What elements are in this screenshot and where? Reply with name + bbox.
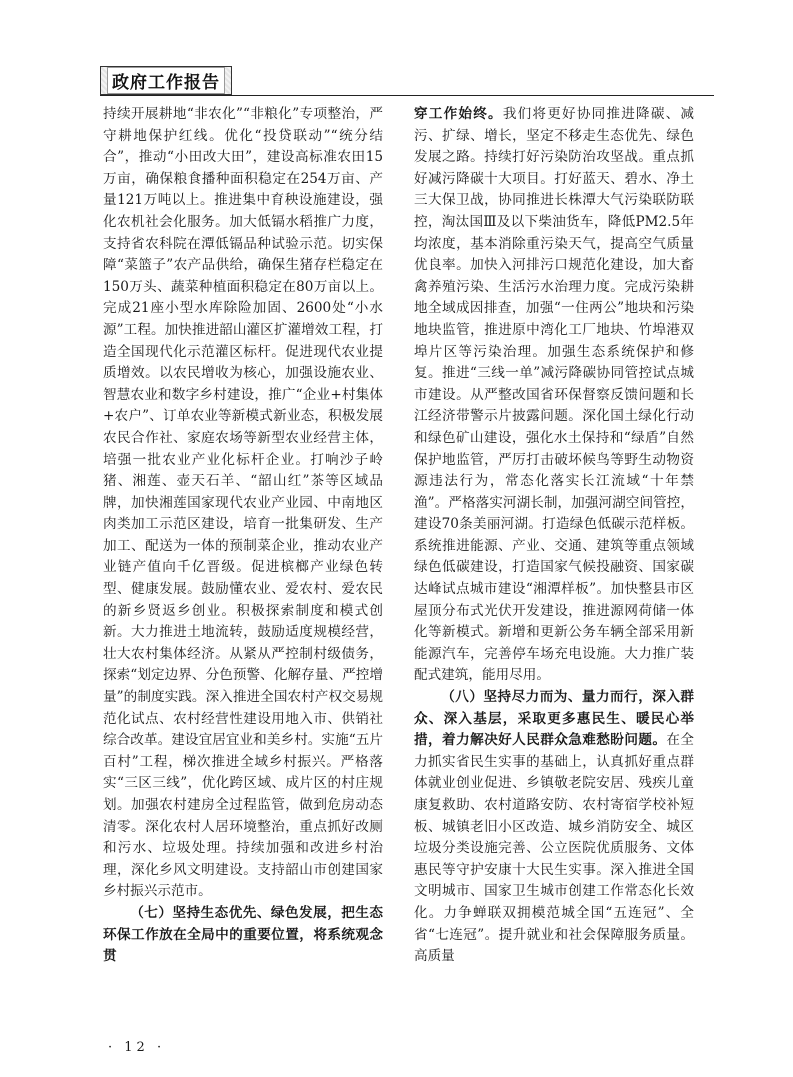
page-number: · 12 · <box>108 1040 166 1055</box>
header-banner <box>100 66 232 95</box>
running-header <box>100 66 714 96</box>
section-7-body: 我们将更好协同推进降碳、减污、扩绿、增长，坚定不移走生态优先、绿色发展之路。持续打好污染防治攻坚战。重点抓好减污降碳十大项目。打好蓝天、碧水、净土三大保卫战，协同推进长株潭大气污染联防联控，淘汰国Ⅲ及以下柴油货车，降低PM2.5年均浓度，基本消除重污染天气，提高空气质量优良率。加快入河排污口规范化建设，加大畜禽养殖污染、生活污水治理力度。完成污染耕地全域成因排查，加强“一住两公”地块和污染地块监管，推进原中湾化工厂地块、竹埠港双埠片区等污染治理。加强生态系统保护和修复。推进“三线一单”减污降碳协同管控试点城市建设。从严整改国省环保督察反馈问题和长江经济带警示片披露问题。深化国土绿化行动和绿色矿山建设，强化水土保持和“绿盾”自然保护地监管，严厉打击破坏候鸟等野生动物资源违法行为，常态化落实长江流域“十年禁渔”。严格落实河湖长制，加强河湖空间管控，建设70条美丽河湖。打造绿色低碳示范样板。系统推进能源、产业、交通、建筑等重点领域绿色低碳建设，打造国家气候投融资、国家碳达峰试点城市建设“湘潭样板”。加快整县市区屋顶分布式光伏开发建设，推进源网荷储一体化等新模式。新增和更新公务车辆全部采用新能源汽车，完善停车场充电设施。大力推广装配式建筑，能用尽用。 <box>414 106 695 684</box>
right-paragraph-1 <box>414 104 694 687</box>
header-rule <box>100 95 714 96</box>
section-8-body: 在全力抓实省民生实事的基础上，认真抓好重点群体就业创业促进、乡镇敬老院安居、残疾儿童康复救助、农村道路安防、农村寄宿学校补短板、城镇老旧小区改造、城乡消防安全、城区垃圾分类设施完善、公立医院优质服务、文体惠民等守护安康十大民生实事。深入推进全国文明城市、国家卫生城市创建工作常态化长效化。力争蝉联双拥模范城全国“五连冠”、全省“七连冠”。提升就业和社会保障服务质量。高质量 <box>414 732 695 965</box>
left-paragraph-1: 持续开展耕地“非农化”“非粮化”专项整治，严守耕地保护红线。优化“投贷联动”“统分结合”，推动“小田改大田”，建设高标准农田15万亩，确保粮食播种面积稳定在254万亩、产量121万吨以上。推进集中育秧设施建设，强化农机社会化服务。加大低镉水稻推广力度，支持省农科院在潭低镉品种试验示范。切实保障“菜篮子”农产品供给，确保生猪存栏稳定在150万头、蔬菜种植面积稳定在80万亩以上。完成21座小型水库除险加固、2600处“小水源”工程。加快推进韶山灌区扩灌增效工程，打造全国现代化示范灌区标杆。促进现代农业提质增效。以农民增收为核心，加强设施农业、智慧农业和数字乡村建设，推广“企业+村集体+农户”、订单农业等新模式新业态，积极发展农民合作社、家庭农场等新型农业经营主体，培强一批农业产业化标杆企业。打响沙子岭猪、湘莲、壶天石羊、“韶山红”茶等区域品牌，加快湘莲国家现代农业产业园、中南地区肉类加工示范区建设，培育一批集研发、生产加工、配送为一体的预制菜企业，推动农业产业链产值向千亿晋级。促进槟榔产业绿色转型、健康发展。鼓励懂农业、爱农村、爱农民的新乡贤返乡创业。积极探索制度和模式创新。大力推进土地流转，鼓励适度规模经营，壮大农村集体经济。从紧从严控制村级债务，探索“划定边界、分色预警、化解存量、严控增量”的制度实践。深入推进全国农村产权交易规范化试点、农村经营性建设用地入市、供销社综合改革。建设宜居宜业和美乡村。实施“五片百村”工程，梯次推进全域乡村振兴。严格落实“三区三线”，优化跨区域、成片区的村庄规划。加强农村建房全过程监管，做到危房动态清零。深化农村人居环境整治，重点抓好改厕和污水、垃圾处理。持续加强和改进乡村治理，深化乡风文明建设。支持韶山市创建国家乡村振兴示范市。 <box>103 106 383 900</box>
section-8-heading: （八）坚持尽力而为、量力而行，深入群众、深入基层，采取更多惠民生、暖民心举措，着力解决好人民群众急难愁盼问题。 <box>414 689 694 749</box>
right-paragraph-2 <box>414 687 694 968</box>
right-column <box>414 104 694 968</box>
section-7-heading-continuation: 穿工作始终。 <box>414 106 503 122</box>
left-section-heading-7: （七）坚持生态优先、绿色发展，把生态环保工作放在全局中的重要位置，将系统观念贯 <box>103 904 383 965</box>
left-column <box>103 104 383 968</box>
header-title: 政府工作报告 <box>107 67 225 94</box>
